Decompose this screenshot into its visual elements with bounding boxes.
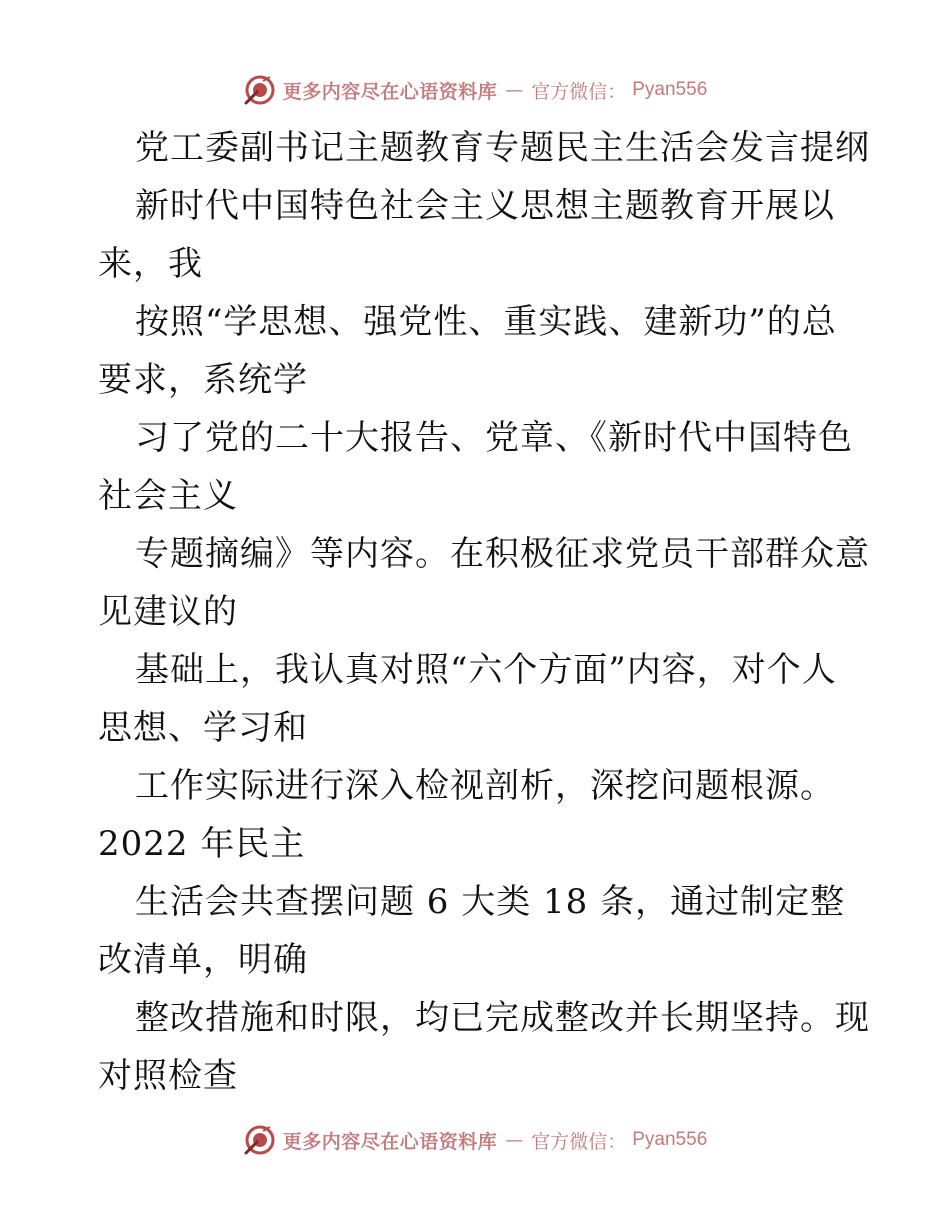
wechat-id: Pyan556: [632, 79, 708, 100]
text-line: 2022 年民主: [98, 824, 306, 864]
pen-logo-icon: [243, 73, 277, 107]
banner-dash: —: [505, 79, 524, 101]
text-line: 习了党的二十大报告、党章、《新时代中国特色: [135, 418, 853, 458]
text-line: 按照“学思想、强党性、重实践、建新功”的总: [135, 302, 837, 342]
text-line: 生活会共查摆问题 6 大类 18 条，通过制定整: [135, 882, 846, 922]
text-line: 整改措施和时限，均已完成整改并长期坚持。现: [135, 998, 870, 1038]
header-banner: [0, 70, 950, 110]
wechat-label: 官方微信：: [531, 80, 627, 103]
text-line: 基础上，我认真对照“六个方面”内容，对个人: [135, 650, 837, 690]
pen-logo-icon: [243, 1123, 277, 1157]
site-name: 更多内容尽在心语资料库: [282, 1130, 498, 1153]
text-line: 工作实际进行深入检视剖析，深挖问题根源。: [135, 766, 835, 806]
text-line: 要求，系统学: [98, 360, 308, 400]
text-line: 改清单，明确: [98, 940, 308, 980]
text-line: 新时代中国特色社会主义思想主题教育开展以: [135, 186, 835, 226]
text-line: 对照检查: [98, 1056, 238, 1096]
site-name: 更多内容尽在心语资料库: [282, 80, 498, 103]
footer-banner: [0, 1120, 950, 1160]
text-line: 社会主义: [98, 476, 238, 516]
text-line: 思想、学习和: [98, 708, 308, 748]
text-line: 来，我: [98, 244, 203, 284]
wechat-id: Pyan556: [632, 1129, 708, 1150]
document-title: 党工委副书记主题教育专题民主生活会发言提纲: [135, 128, 870, 168]
text-line: 专题摘编》等内容。在积极征求党员干部群众意: [135, 534, 870, 574]
banner-dash: —: [505, 1129, 524, 1151]
text-line: 见建议的: [98, 592, 238, 632]
wechat-label: 官方微信：: [531, 1130, 627, 1153]
